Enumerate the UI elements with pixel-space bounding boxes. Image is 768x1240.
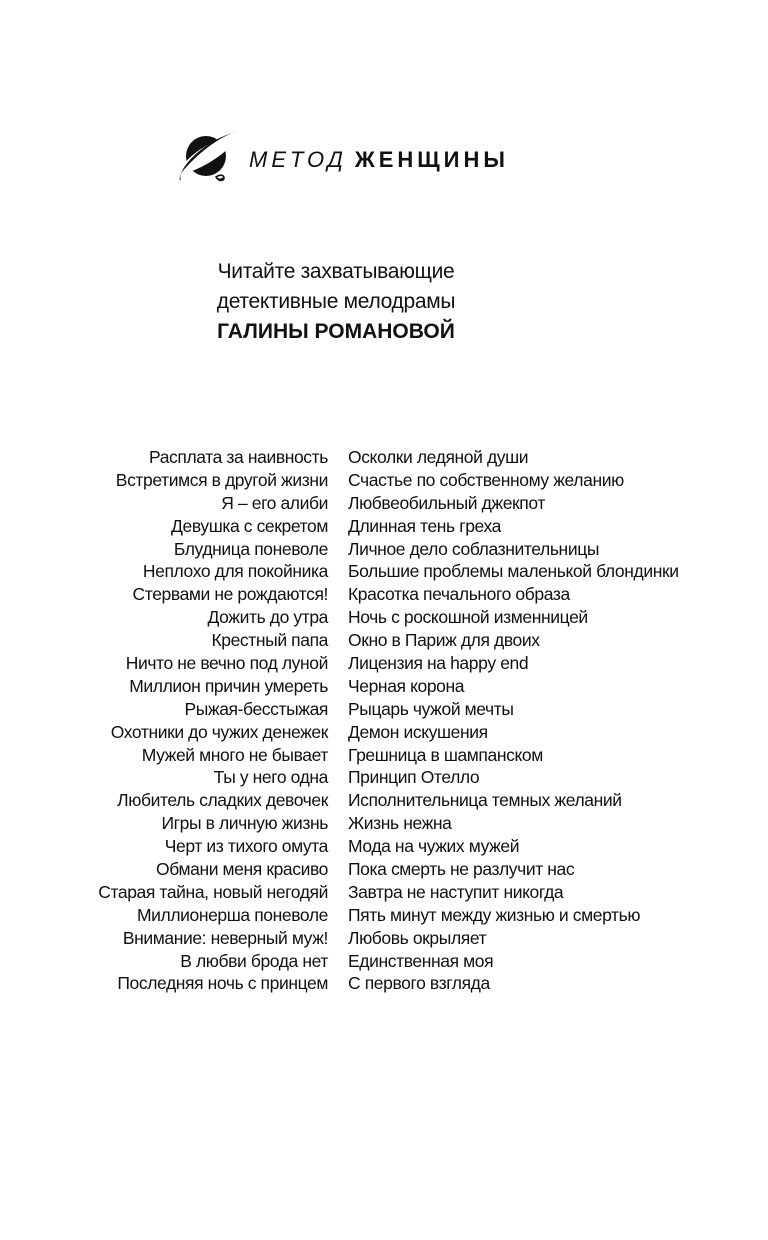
book-title-right: Исполнительница темных желаний xyxy=(348,790,622,811)
book-title-right: Мода на чужих мужей xyxy=(348,836,520,857)
book-title-left: Стервами не рождаются! xyxy=(132,584,328,605)
book-title-left: Миллион причин умереть xyxy=(129,675,328,696)
series-logo xyxy=(176,128,509,190)
book-title-right: Принцип Отелло xyxy=(348,767,480,788)
book-title-left: Я – его алиби xyxy=(221,492,328,513)
book-title-left: Крестный папа xyxy=(211,630,328,651)
book-title-right: Завтра не наступит никогда xyxy=(348,881,564,902)
book-title-left: Игры в личную жизнь xyxy=(161,813,328,834)
book-title-right: Лицензия на happy end xyxy=(348,653,529,674)
logo-word-method: МЕТОД xyxy=(249,147,347,172)
author-name: ГАЛИНЫ РОМАНОВОЙ xyxy=(217,320,455,343)
planet-ring-icon xyxy=(176,128,240,190)
book-title-right: Окно в Париж для двоих xyxy=(348,630,540,651)
book-title-left: Блудница поневоле xyxy=(173,538,328,559)
book-title-left: Любитель сладких девочек xyxy=(117,790,328,811)
titles-left-column xyxy=(98,446,328,995)
logo-word-women: ЖЕНЩИНЫ xyxy=(354,147,509,172)
intro-block xyxy=(0,257,672,347)
book-title-left: Девушка с секретом xyxy=(171,515,328,536)
book-title-right: Единственная моя xyxy=(348,950,494,971)
book-title-right: Счастье по собственному желанию xyxy=(348,469,624,490)
book-title-left: Старая тайна, новый негодяй xyxy=(98,881,328,902)
book-title-left: Мужей много не бывает xyxy=(141,744,328,765)
book-title-left: Встретимся в другой жизни xyxy=(115,469,328,490)
logo-wordmark xyxy=(249,147,509,173)
book-title-left: Охотники до чужих денежек xyxy=(110,721,328,742)
book-title-left: Обмани меня красиво xyxy=(156,859,328,880)
book-title-right: Жизнь нежна xyxy=(348,813,452,834)
book-title-right: Пока смерть не разлучит нас xyxy=(348,859,575,880)
book-title-right: Черная корона xyxy=(348,675,465,696)
book-title-right: Личное дело соблазнительницы xyxy=(348,538,600,559)
intro-line-1: Читайте захватывающие xyxy=(217,260,455,283)
book-title-left: Неплохо для покойника xyxy=(142,561,328,582)
book-title-left: Ты у него одна xyxy=(213,767,328,788)
book-title-right: Рыцарь чужой мечты xyxy=(348,698,514,719)
book-title-left: Рыжая-бесстыжая xyxy=(184,698,328,719)
book-title-left: Последняя ночь с принцем xyxy=(117,973,328,994)
intro-line-2: детективные мелодрамы xyxy=(216,290,456,313)
book-title-right: Пять минут между жизнью и смертью xyxy=(348,904,641,925)
book-title-left: Черт из тихого омута xyxy=(164,836,328,857)
book-title-right: Грешница в шампанском xyxy=(348,744,543,765)
book-title-left: Внимание: неверный муж! xyxy=(122,927,328,948)
book-title-right: Ночь с роскошной изменницей xyxy=(348,607,588,628)
book-title-right: Любовь окрыляет xyxy=(348,927,487,948)
book-title-left: Дожить до утра xyxy=(207,607,328,628)
book-title-right: Большие проблемы маленькой блондинки xyxy=(348,561,679,582)
book-title-left: Ничто не вечно под луной xyxy=(125,653,328,674)
book-title-right: Красотка печального образа xyxy=(348,584,570,605)
titles-right-column xyxy=(348,446,679,995)
book-title-right: Демон искушения xyxy=(348,721,488,742)
book-title-right: С первого взгляда xyxy=(348,973,490,994)
book-title-right: Осколки ледяной души xyxy=(348,447,529,467)
book-title-left: Расплата за наивность xyxy=(149,447,328,467)
book-title-left: Миллионерша поневоле xyxy=(136,904,328,925)
book-title-right: Длинная тень греха xyxy=(348,515,501,536)
book-title-right: Любвеобильный джекпот xyxy=(348,492,545,513)
book-title-left: В любви брода нет xyxy=(180,950,328,971)
